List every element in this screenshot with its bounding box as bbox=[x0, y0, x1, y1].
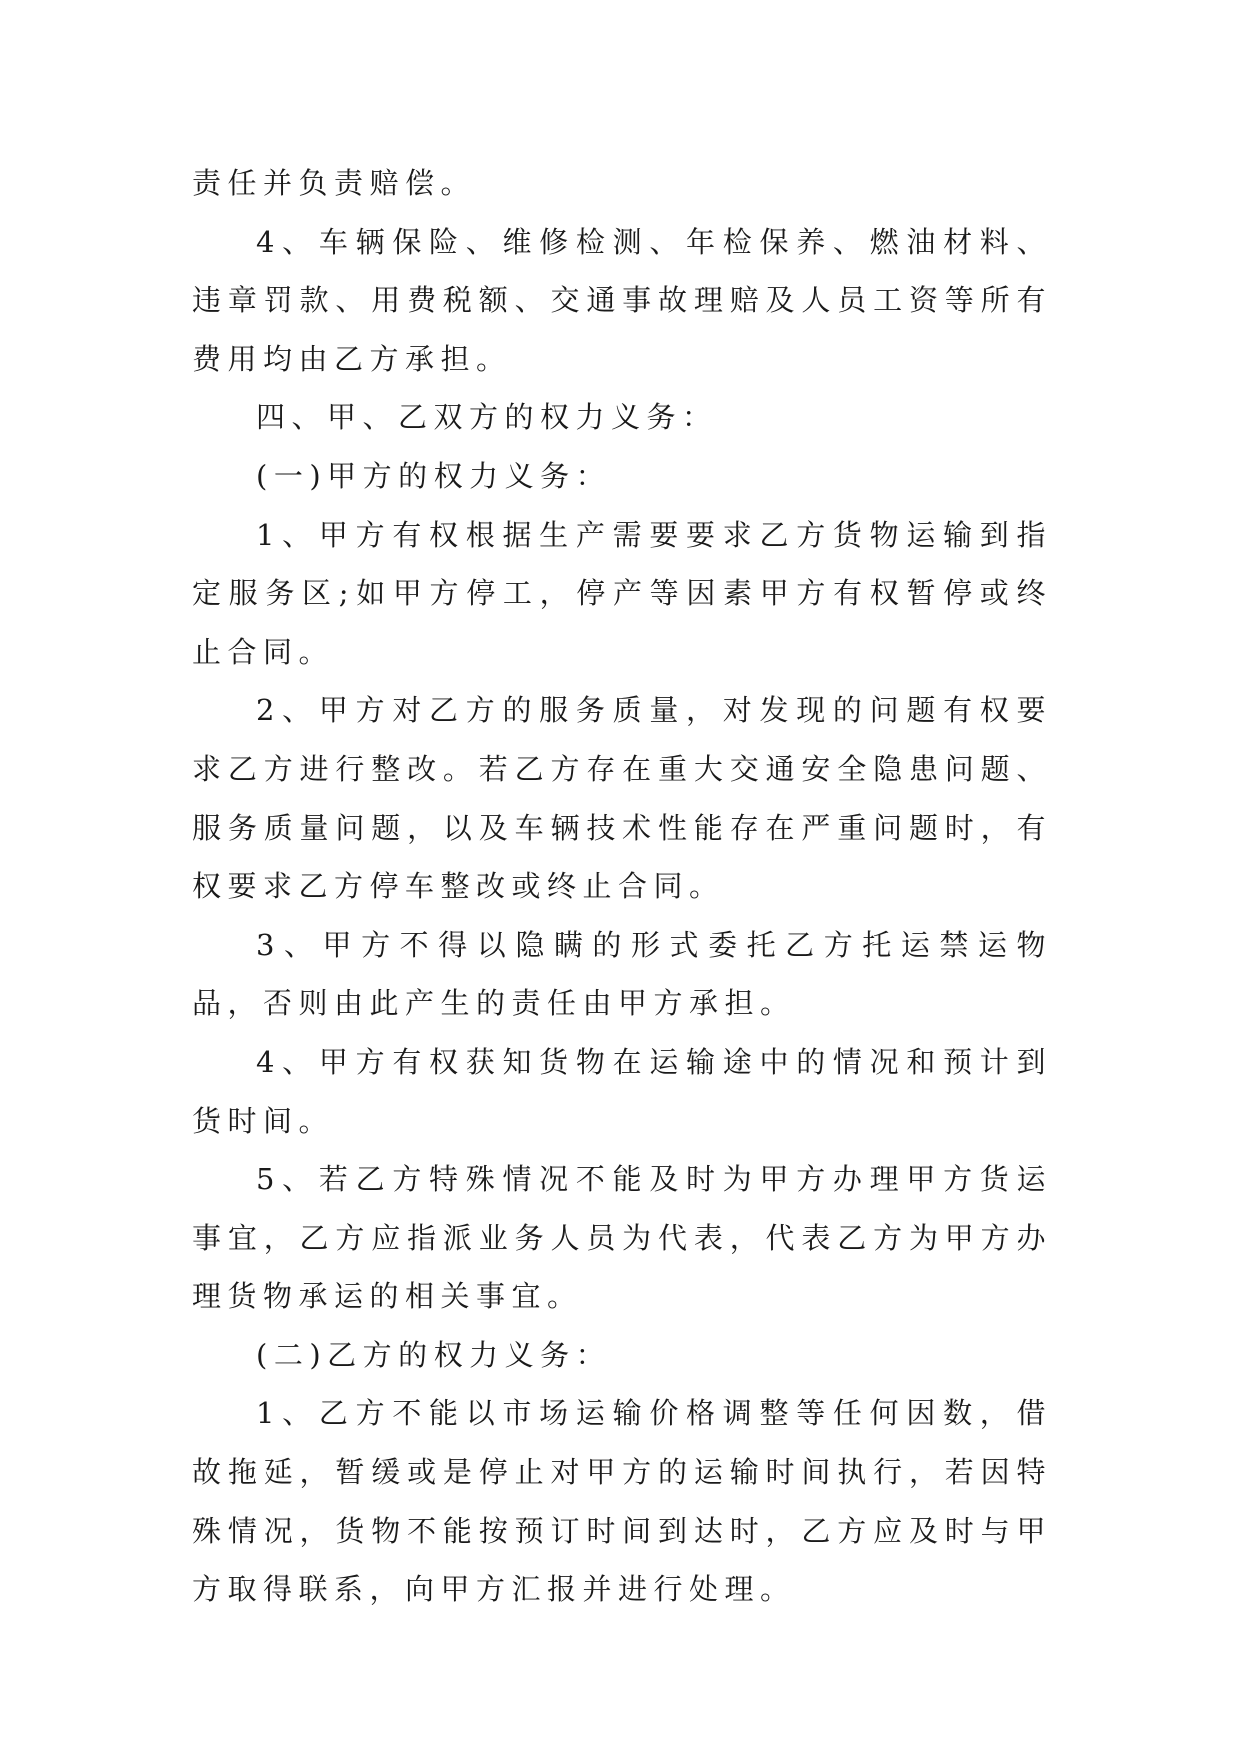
section-heading-rights-obligations: 四、甲、乙双方的权力义务： bbox=[256, 400, 718, 435]
paragraph-party-a-item-1: 1、甲方有权根据生产需要要求乙方货物运输到指定服务区;如甲方停工，停产等因素甲方有权暂停或终止合同。 bbox=[192, 517, 1052, 669]
paragraph-continuation: 责任并负责赔偿。 bbox=[192, 166, 477, 200]
paragraph-party-a-item-2: 2、甲方对乙方的服务质量，对发现的问题有权要求乙方进行整改。若乙方存在重大交通安全隐患问题、服务质量问题，以及车辆技术性能存在严重问题时，有权要求乙方停车整改或终止合同。 bbox=[192, 693, 1052, 904]
paragraph-clause-4-costs: 4、车辆保险、维修检测、年检保养、燃油材料、违章罚款、用费税额、交通事故理赔及人员工资等所有费用均由乙方承担。 bbox=[192, 224, 1052, 376]
paragraph-party-a-item-4: 4、甲方有权获知货物在运输途中的情况和预计到货时间。 bbox=[192, 1044, 1052, 1138]
paragraph-party-b-item-1: 1、乙方不能以市场运输价格调整等任何因数，借故拖延，暂缓或是停止对甲方的运输时间执行，若因特殊情况，货物不能按预订时间到达时，乙方应及时与甲方取得联系，向甲方汇报并进行处理。 bbox=[192, 1396, 1052, 1607]
paragraph-party-a-item-5: 5、若乙方特殊情况不能及时为甲方办理甲方货运事宜，乙方应指派业务人员为代表，代表乙方为甲方办理货物承运的相关事宜。 bbox=[192, 1162, 1052, 1314]
paragraph-party-a-item-3: 3、甲方不得以隐瞒的形式委托乙方托运禁运物品，否则由此产生的责任由甲方承担。 bbox=[192, 927, 1052, 1021]
subsection-heading-party-b: (二)乙方的权力义务： bbox=[256, 1337, 612, 1372]
subsection-heading-party-a: (一)甲方的权力义务： bbox=[256, 458, 612, 493]
document-body bbox=[192, 154, 1052, 1619]
